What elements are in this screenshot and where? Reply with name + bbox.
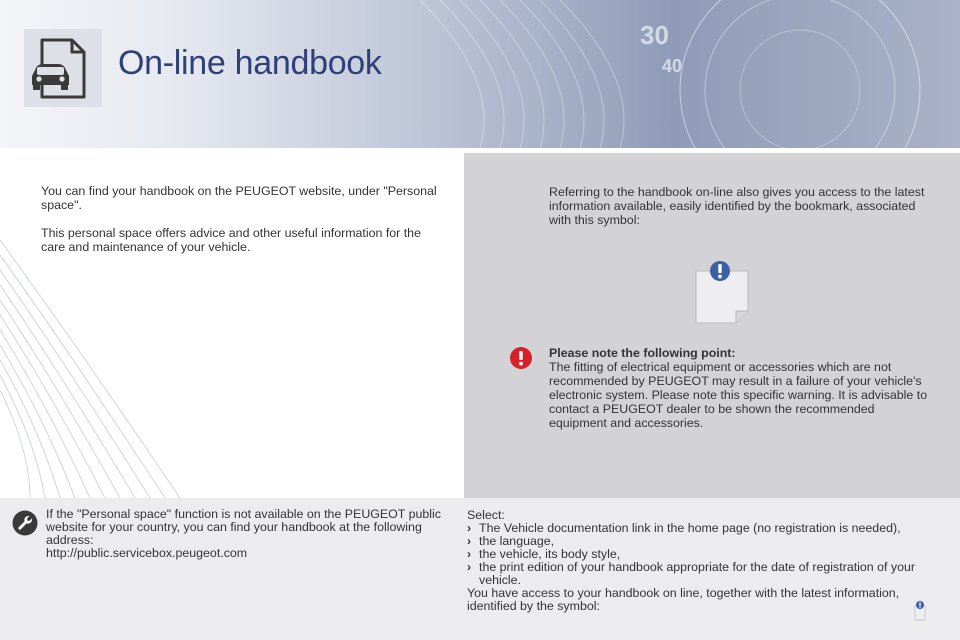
deco-number-30: 30 — [640, 20, 669, 50]
deco-number-40: 40 — [662, 56, 683, 76]
closing-note: You have access to your handbook on line, together with the latest information, identified by the symbol: — [467, 586, 900, 613]
warning-title: Please note the following point: — [549, 346, 736, 360]
decorative-lines — [0, 230, 200, 498]
info-bookmark-icon — [913, 600, 927, 622]
info-panel — [464, 153, 960, 498]
personal-space-note — [46, 508, 446, 560]
warning-body: The fitting of electrical equipment or accessories which are not recommended by PEUGEOT may result in a failure of your vehicle's electronic system. Please note this specific warning. It is advisable to contact a PEUGEOT dealer to be shown the recommended equipment and accessories. — [549, 360, 928, 430]
steps-list — [467, 522, 937, 587]
header-banner — [0, 0, 960, 148]
select-label: Select: — [467, 508, 505, 522]
panel-intro: Referring to the handbook on-line also gives you access to the latest information available, easily identified by the bookmark, associated with this symbol: — [549, 185, 925, 227]
page-title: On-line handbook — [118, 44, 382, 82]
bookmark-exclamation-icon — [694, 259, 752, 325]
chevron-right-icon: › — [467, 534, 472, 548]
left-paragraph-1: You can find your handbook on the PEUGEOT website, under "Personal space". — [41, 184, 437, 212]
chevron-right-icon: › — [467, 560, 472, 574]
chevron-right-icon: › — [467, 547, 472, 561]
left-paragraph-2: This personal space offers advice and other useful information for the care and maintenance of your vehicle. — [41, 226, 421, 254]
wrench-icon — [12, 510, 38, 536]
list-item: › the language, — [467, 534, 555, 548]
bottom-band — [0, 498, 960, 640]
servicebox-url: http://public.servicebox.peugeot.com — [46, 546, 248, 560]
personal-space-note-text: If the "Personal space" function is not available on the PEUGEOT public website for your country, you can find your handbook at the following address: — [46, 507, 441, 547]
selection-steps — [467, 509, 937, 613]
list-item: › the vehicle, its body style, — [467, 547, 621, 561]
list-item: › the print edition of your handbook appropriate for the date of registration of your vehicle. — [467, 560, 916, 587]
chevron-right-icon: › — [467, 521, 472, 535]
left-column — [41, 184, 441, 268]
warning-note — [549, 346, 929, 430]
list-item: › The Vehicle documentation link in the home page (no registration is needed), — [467, 521, 901, 535]
warning-icon — [509, 346, 533, 370]
document-car-icon — [24, 29, 102, 107]
